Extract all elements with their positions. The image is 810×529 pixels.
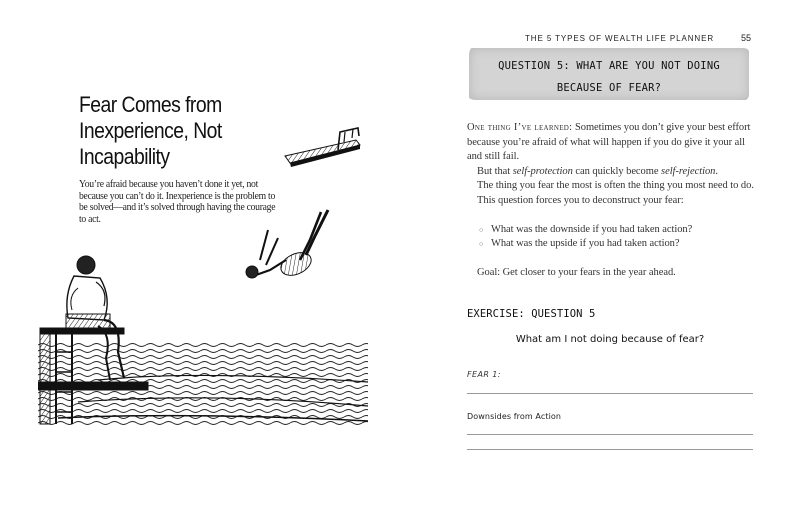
diving-board-icon xyxy=(285,128,360,167)
diver-icon xyxy=(246,210,328,280)
downsides-write-line-2[interactable] xyxy=(467,449,753,450)
question-title xyxy=(469,55,749,99)
downsides-write-line-1[interactable] xyxy=(467,434,753,435)
goal-text: Goal: Get closer to your fears in the year ahead. xyxy=(477,266,676,278)
paragraph-2-start: But that xyxy=(477,165,513,177)
exercise-heading: EXERCISE: QUESTION 5 xyxy=(467,308,596,320)
exercise-prompt: What am I not doing because of fear? xyxy=(515,334,705,345)
question-list xyxy=(479,223,759,252)
paragraph-4: This question forces you to deconstruct your fear: xyxy=(477,194,684,206)
paragraph-2-end: . xyxy=(715,165,718,177)
paragraph-2-mid: can quickly become xyxy=(572,165,662,177)
paragraph-1-text: Sometimes you don’t give your best effort because you’re afraid of what will happen if you do give it your all and still fail. xyxy=(467,122,751,163)
downsides-label: Downsides from Action xyxy=(467,412,562,421)
left-page-title: Fear Comes from Inexperience, Not Incapability xyxy=(79,92,222,169)
page-number: 55 xyxy=(741,33,752,43)
paragraph-3: The thing you fear the most is often the thing you most need to do. xyxy=(477,180,754,192)
left-page-body: You’re afraid because you haven’t done it yet, not because you can’t do it. Inexperience is the problem to be solved—and it’s solved through having the courage to act. xyxy=(79,179,276,225)
fear-1-label: FEAR 1: xyxy=(467,370,501,379)
paragraph-2-em1: self-protection xyxy=(512,165,573,177)
list-item: ○ What was the downside if you had taken action? xyxy=(479,223,759,238)
paragraph-1 xyxy=(467,121,759,165)
body-text xyxy=(467,121,759,280)
question-title-line2: BECAUSE OF FEAR? xyxy=(556,82,662,94)
lead-in: One thing I’ve learned: xyxy=(467,122,573,133)
running-head: THE 5 TYPES OF WEALTH LIFE PLANNER xyxy=(525,34,715,43)
diving-illustration xyxy=(38,120,368,425)
paragraph-2 xyxy=(467,165,759,180)
list-item: ○ What was the upside if you had taken action? xyxy=(479,237,759,252)
fear-1-write-line[interactable] xyxy=(467,393,753,394)
paragraph-2-em2: self-rejection xyxy=(661,165,716,177)
question-title-line1: QUESTION 5: WHAT ARE YOU NOT DOING xyxy=(498,60,720,72)
